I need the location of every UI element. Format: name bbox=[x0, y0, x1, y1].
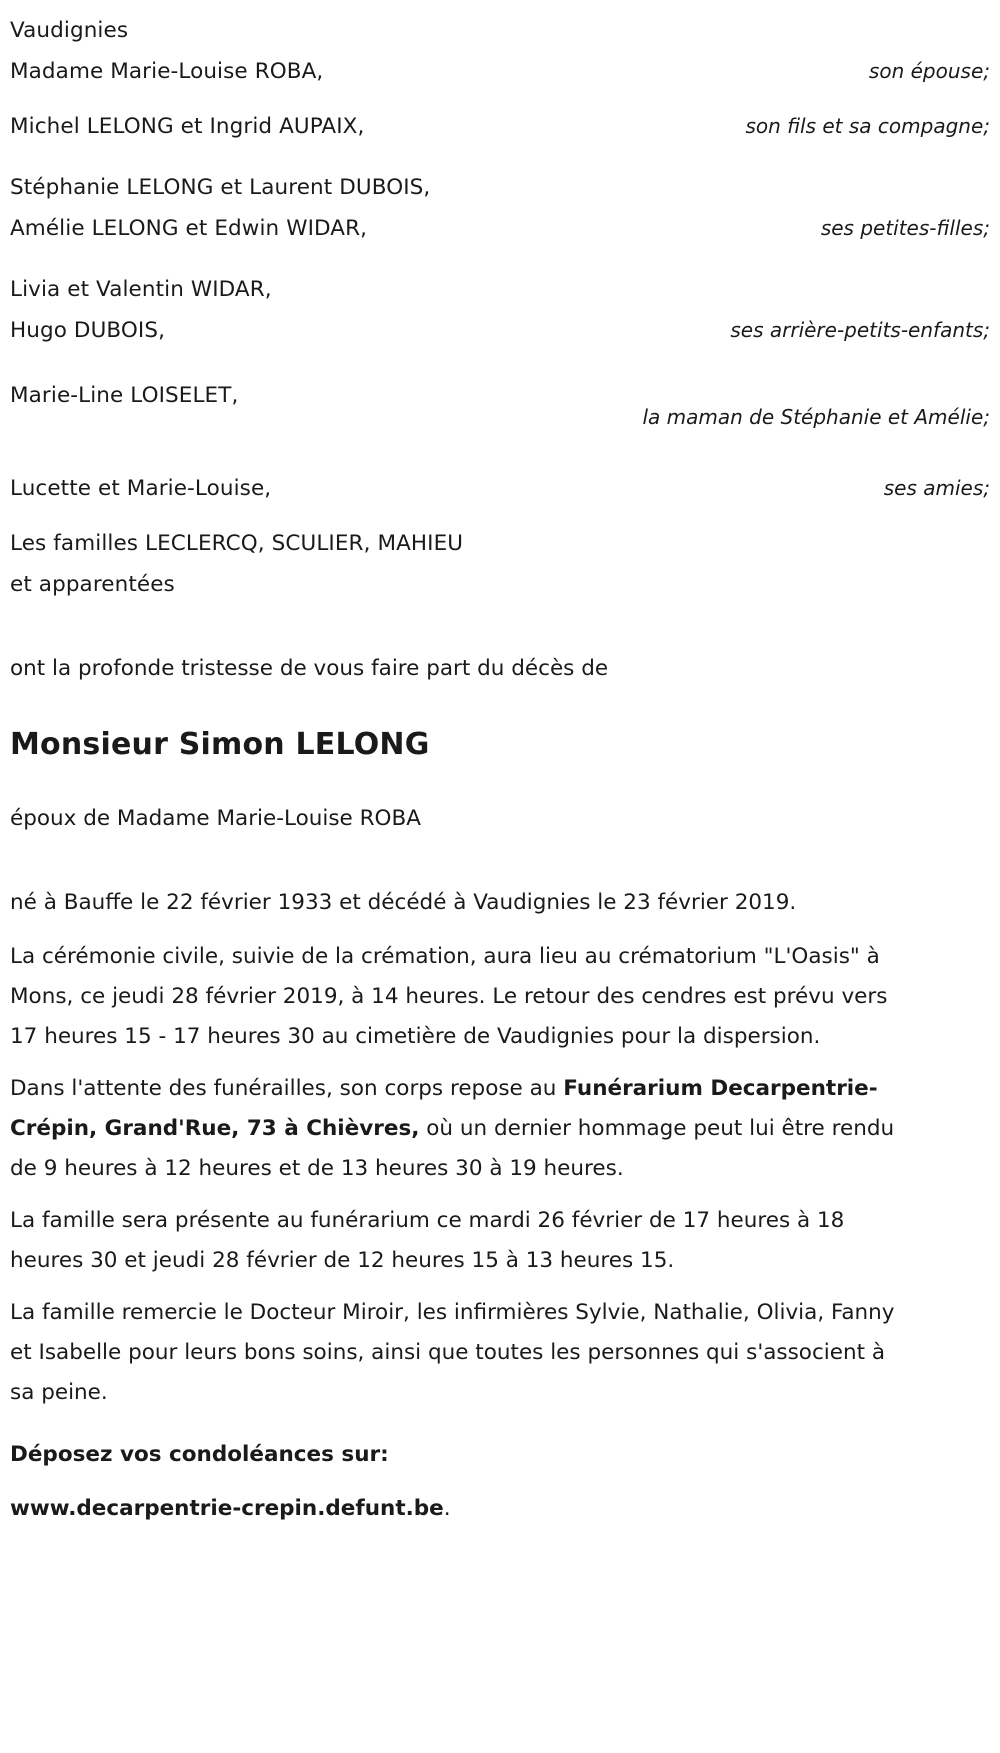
thanks-paragraph: La famille remercie le Docteur Miroir, les infirmières Sylvie, Nathalie, Olivia, Fanny et Isabelle pour leurs bons soins, ainsi que toutes les personnes qui s'associent à sa peine. bbox=[10, 1300, 895, 1405]
birth-death-line: né à Bauffe le 22 février 1933 et décédé à Vaudignies le 23 février 2019. bbox=[10, 890, 797, 915]
relation-name-line: Marie-Line LOISELET, bbox=[10, 383, 239, 408]
relation-names bbox=[10, 269, 610, 351]
relation-label bbox=[610, 468, 990, 509]
deceased-name: Monsieur Simon LELONG bbox=[10, 727, 430, 762]
condolences-prompt: Déposez vos condoléances sur: bbox=[10, 1442, 389, 1467]
relation-names bbox=[10, 106, 610, 147]
relation-label bbox=[610, 167, 990, 249]
relation-name-line: Lucette et Marie-Louise, bbox=[10, 476, 272, 501]
relation-row bbox=[10, 523, 990, 605]
funerarium-paragraph bbox=[10, 1069, 915, 1189]
ceremony-paragraph: La cérémonie civile, suivie de la crémation, aura lieu au crématorium "L'Oasis" à Mons, ce jeudi 28 février 2019, à 14 heures. Le retour des cendres est prévu vers 17 heures 15 - 17 heures 30 au cimetière de Vaudignies pour la dispersion. bbox=[10, 944, 888, 1049]
relation-row bbox=[10, 375, 990, 438]
relation-label-text: son fils et sa compagne; bbox=[745, 114, 990, 138]
funerarium-suffix: où un dernier hommage peut lui être rendu de 9 heures à 12 heures et de 13 heures 30 à 19 heures. bbox=[10, 1116, 895, 1181]
relation-name-line: Madame Marie-Louise ROBA, bbox=[10, 59, 324, 84]
relation-label bbox=[610, 269, 990, 351]
relation-name-line: et apparentées bbox=[10, 572, 175, 597]
announcement-body bbox=[10, 649, 990, 1529]
relation-label bbox=[610, 106, 990, 147]
relation-names bbox=[10, 375, 610, 438]
relation-name-line: Les familles LECLERCQ, SCULIER, MAHIEU bbox=[10, 531, 464, 556]
relation-names bbox=[10, 167, 610, 249]
relation-label-text: ses arrière-petits-enfants; bbox=[730, 318, 990, 342]
locality: Vaudignies bbox=[10, 18, 129, 43]
family-presence-paragraph: La famille sera présente au funérarium ce mardi 26 février de 17 heures à 18 heures 30 et jeudi 28 février de 12 heures 15 à 13 heures 15. bbox=[10, 1208, 845, 1273]
family-relations-block bbox=[10, 51, 990, 605]
relation-label-text: son épouse; bbox=[868, 59, 990, 83]
relation-name-line: Amélie LELONG et Edwin WIDAR, bbox=[10, 216, 368, 241]
spouse-of-line: époux de Madame Marie-Louise ROBA bbox=[10, 806, 421, 831]
relation-row bbox=[10, 468, 990, 509]
relation-names bbox=[10, 468, 610, 509]
relation-label bbox=[610, 375, 990, 438]
relation-row bbox=[10, 106, 990, 147]
relation-names bbox=[10, 51, 610, 92]
relation-names bbox=[10, 523, 610, 605]
website-period: . bbox=[443, 1496, 451, 1521]
relation-name-line: Stéphanie LELONG et Laurent DUBOIS, bbox=[10, 175, 431, 200]
relation-label bbox=[610, 523, 990, 605]
relation-row bbox=[10, 51, 990, 92]
relation-name-line: Michel LELONG et Ingrid AUPAIX, bbox=[10, 114, 365, 139]
website-url: www.decarpentrie-crepin.defunt.be bbox=[10, 1496, 444, 1521]
relation-label bbox=[610, 51, 990, 92]
relation-row bbox=[10, 269, 990, 351]
funerarium-prefix: Dans l'attente des funérailles, son corps repose au bbox=[10, 1076, 564, 1101]
relation-label-text: ses amies; bbox=[883, 476, 990, 500]
relation-spacer bbox=[10, 147, 990, 167]
announcement-intro: ont la profonde tristesse de vous faire part du décès de bbox=[10, 656, 609, 681]
relation-row bbox=[10, 167, 990, 249]
relation-name-line: Hugo DUBOIS, bbox=[10, 318, 166, 343]
relation-label-text: la maman de Stéphanie et Amélie; bbox=[642, 405, 990, 429]
relation-label-text: ses petites-filles; bbox=[820, 216, 990, 240]
relation-spacer bbox=[10, 351, 990, 375]
relation-name-line: Livia et Valentin WIDAR, bbox=[10, 277, 272, 302]
relation-spacer bbox=[10, 92, 990, 106]
relation-spacer bbox=[10, 249, 990, 269]
relation-spacer bbox=[10, 438, 990, 468]
funerarium-address: Funérarium Decarpentrie-Crépin, Grand'Rue, 73 à Chièvres, bbox=[10, 1076, 878, 1141]
relation-spacer bbox=[10, 509, 990, 523]
condolences-website[interactable] bbox=[10, 1489, 990, 1529]
